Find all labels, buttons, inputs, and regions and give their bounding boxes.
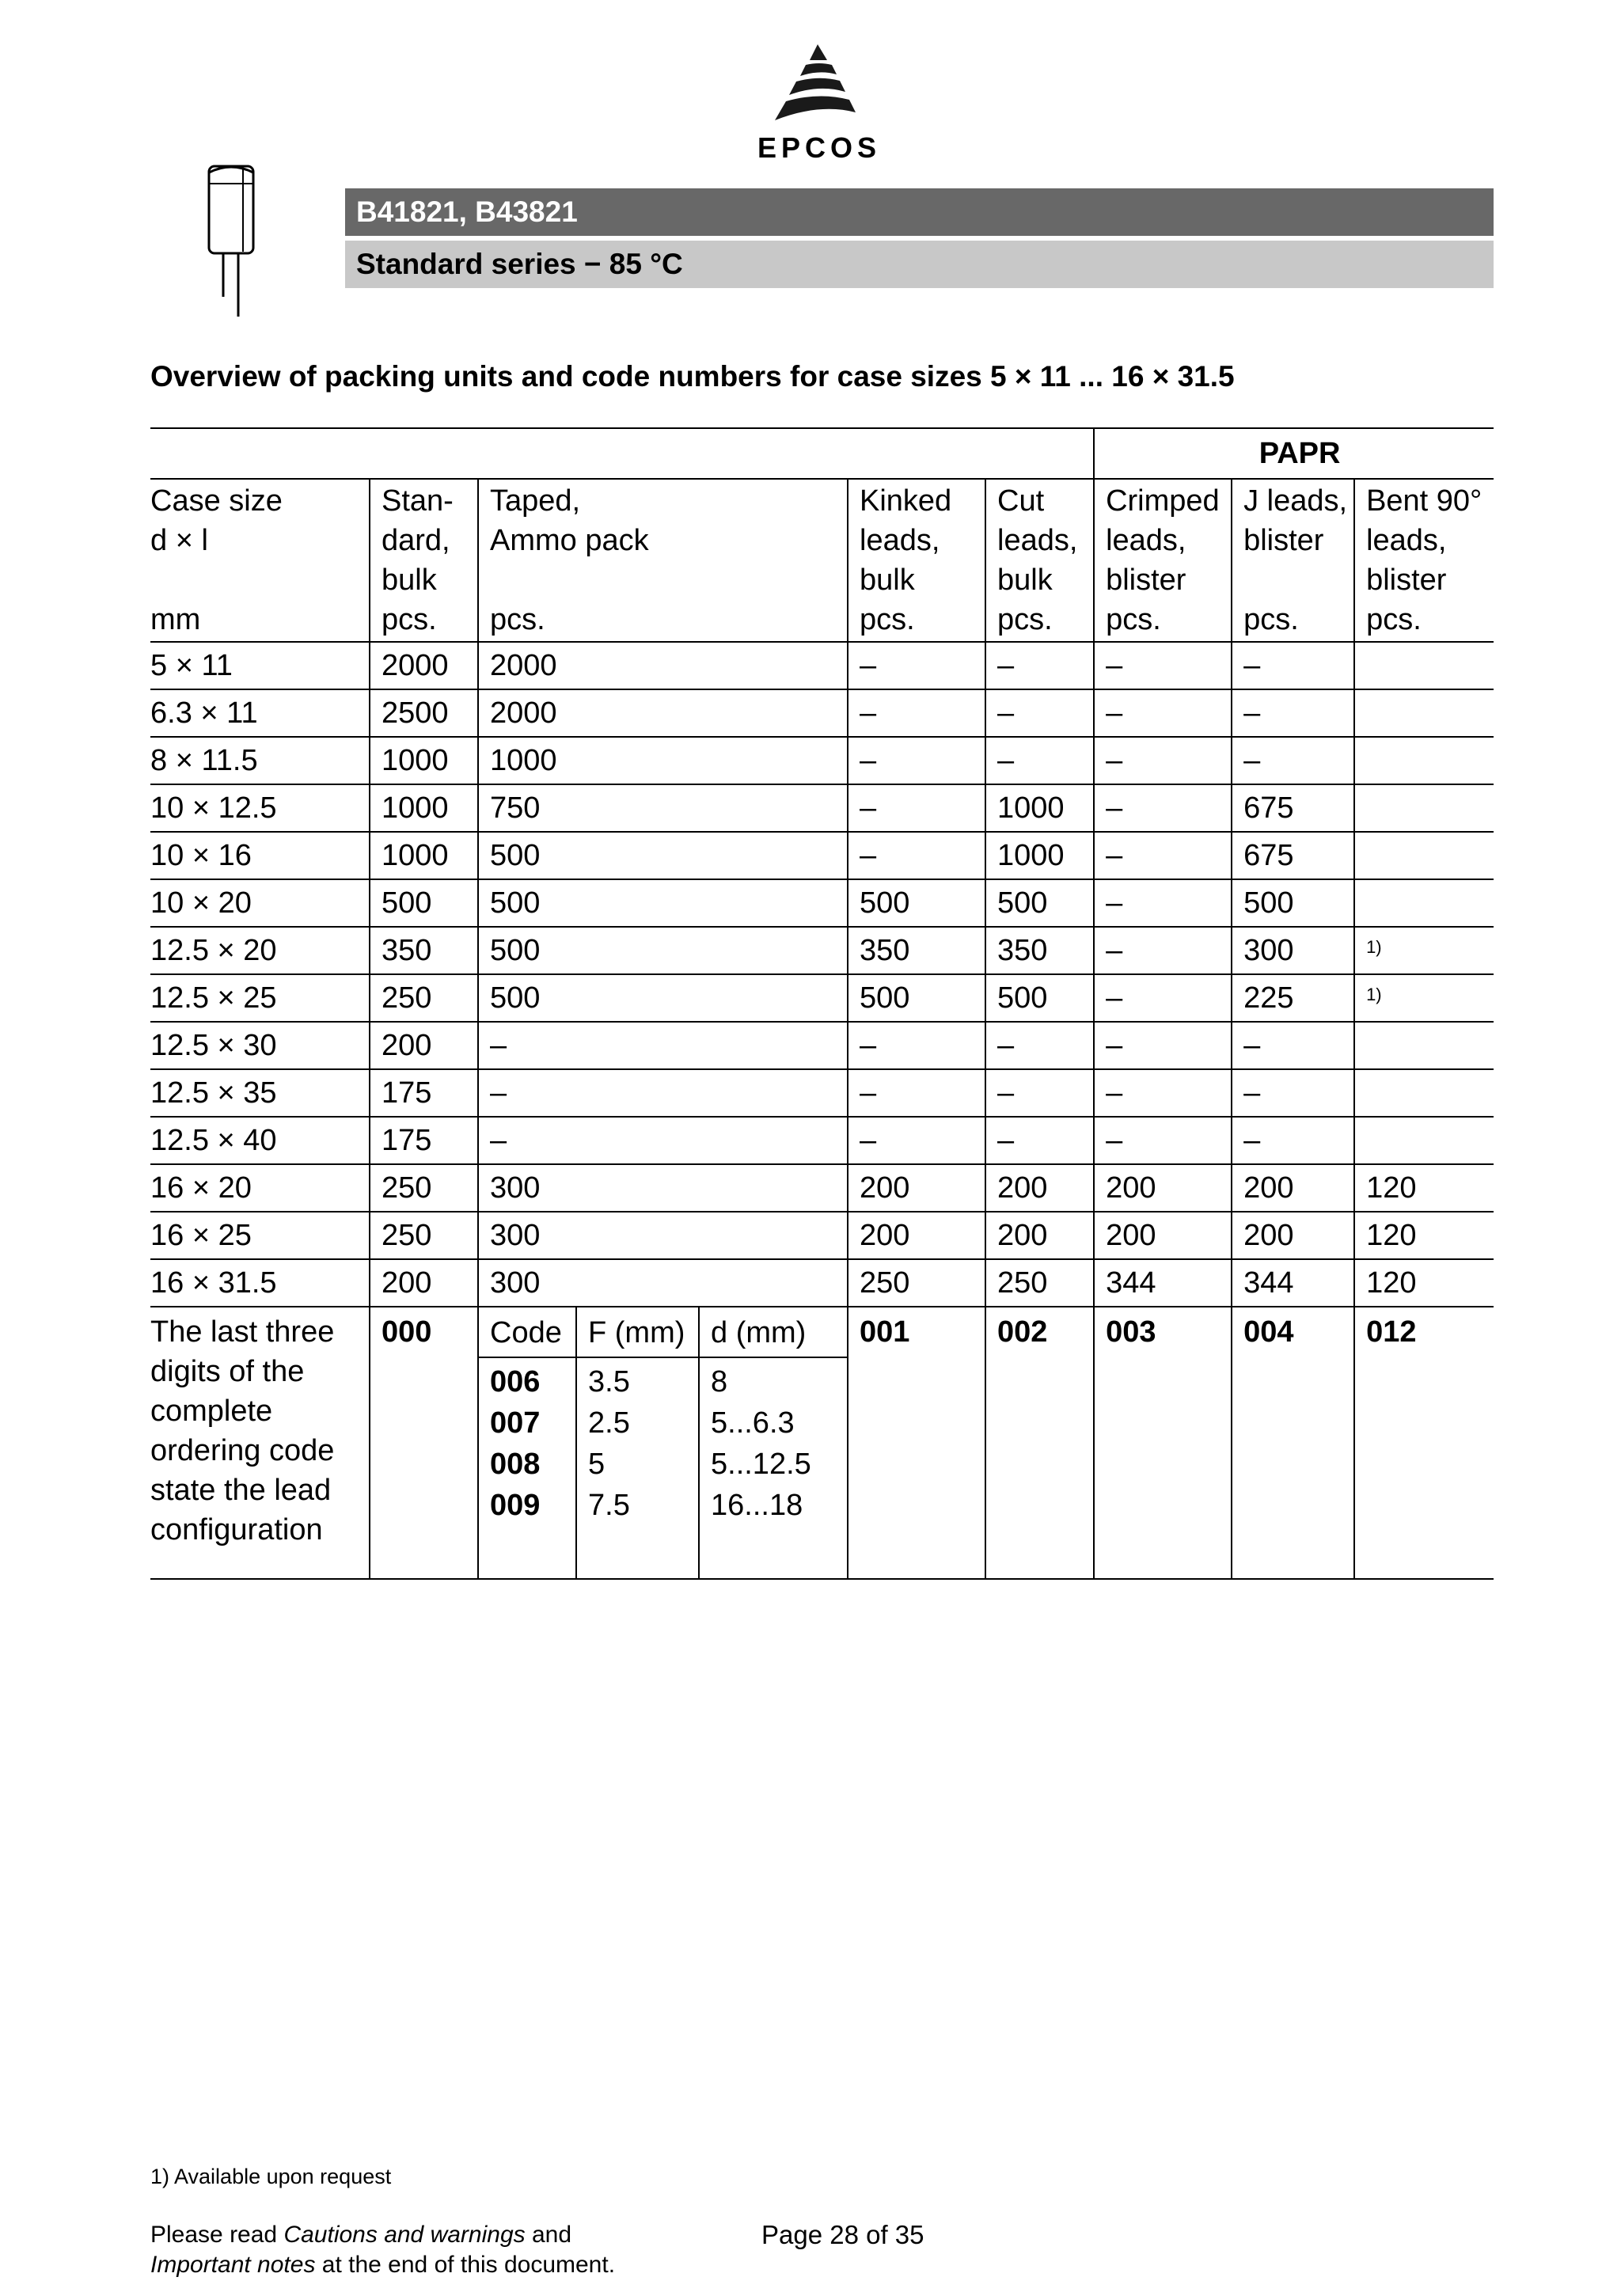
column-header-7 <box>1354 479 1494 642</box>
code-crimped: 003 <box>1094 1307 1232 1579</box>
table-cell: 12.5 × 25 <box>150 974 370 1022</box>
column-label: Taped, Ammo pack <box>490 484 649 557</box>
table-cell: 1000 <box>370 832 478 879</box>
table-cell: – <box>848 1022 985 1069</box>
table-cell <box>1354 784 1494 832</box>
taped-d-header: d (mm) <box>699 1307 848 1357</box>
table-cell: 250 <box>985 1259 1094 1307</box>
table-cell <box>1354 927 1494 974</box>
table-row <box>150 737 1494 784</box>
table-cell: 175 <box>370 1069 478 1117</box>
table-cell <box>1354 1069 1494 1117</box>
table-cell: 350 <box>370 927 478 974</box>
table-cell: – <box>848 689 985 737</box>
table-cell: 12.5 × 30 <box>150 1022 370 1069</box>
table-cell: 2500 <box>370 689 478 737</box>
taped-code-list <box>479 1357 576 1578</box>
table-cell: 16 × 31.5 <box>150 1259 370 1307</box>
table-cell: 5 × 11 <box>150 642 370 689</box>
table-cell: – <box>848 784 985 832</box>
table-cell: 175 <box>370 1117 478 1164</box>
table-cell: 120 <box>1354 1164 1494 1212</box>
table-cell: 12.5 × 40 <box>150 1117 370 1164</box>
table-cell: 300 <box>478 1212 848 1259</box>
table-cell: 500 <box>370 879 478 927</box>
table-cell: 200 <box>985 1212 1094 1259</box>
taped-code-item: 008 <box>490 1448 541 1481</box>
table-cell: 300 <box>478 1259 848 1307</box>
table-cell: 16 × 25 <box>150 1212 370 1259</box>
table-cell: 250 <box>848 1259 985 1307</box>
table-row <box>150 784 1494 832</box>
taped-code-header: Code <box>479 1307 576 1357</box>
taped-code-item: 8 <box>711 1365 728 1398</box>
table-cell: – <box>1094 737 1232 784</box>
column-label: Kinked leads, bulk <box>860 484 952 597</box>
footnote-marker: 1) <box>1366 985 1382 1004</box>
column-unit: mm <box>150 603 201 636</box>
taped-code-item: 5 <box>588 1448 606 1481</box>
column-label: Crimped leads, blister <box>1106 484 1220 597</box>
important-notes-link: Important notes <box>150 2252 316 2278</box>
table-cell: 500 <box>478 879 848 927</box>
column-header-row <box>150 479 1494 642</box>
series-band: Standard series − 85 °C <box>345 241 1494 288</box>
footnote-marker: 1) <box>1366 937 1382 957</box>
table-cell <box>1354 879 1494 927</box>
table-cell: – <box>1232 689 1354 737</box>
table-cell: – <box>1232 642 1354 689</box>
taped-code-item: 16...18 <box>711 1489 803 1522</box>
part-number-band: B41821, B43821 <box>345 188 1494 236</box>
table-cell: – <box>1094 879 1232 927</box>
column-unit: pcs. <box>1243 603 1299 636</box>
table-cell: 344 <box>1094 1259 1232 1307</box>
taped-code-item: 007 <box>490 1406 541 1440</box>
table-cell: – <box>1232 737 1354 784</box>
taped-f-list <box>576 1357 699 1578</box>
cautions-link: Cautions and warnings <box>283 2222 526 2248</box>
column-label: J leads, blister <box>1243 484 1348 557</box>
column-unit: pcs. <box>997 603 1053 636</box>
table-cell: 500 <box>1232 879 1354 927</box>
table-cell: – <box>848 737 985 784</box>
code-taped-cell <box>478 1307 848 1579</box>
table-cell <box>1354 974 1494 1022</box>
table-cell: – <box>1094 689 1232 737</box>
column-unit: pcs. <box>382 603 437 636</box>
papr-header: PAPR <box>1094 428 1494 479</box>
logo-text: EPCOS <box>757 131 882 164</box>
table-cell: 10 × 12.5 <box>150 784 370 832</box>
table-cell: 225 <box>1232 974 1354 1022</box>
table-cell: 500 <box>985 974 1094 1022</box>
table-cell: 1000 <box>985 784 1094 832</box>
table-cell: 250 <box>370 974 478 1022</box>
table-cell: 750 <box>478 784 848 832</box>
column-header-6 <box>1232 479 1354 642</box>
table-cell: – <box>1094 1069 1232 1117</box>
code-cut: 002 <box>985 1307 1094 1579</box>
footer-notice: Please read Cautions and warnings and Important notes at the end of this document. <box>150 2222 616 2278</box>
table-cell: 350 <box>848 927 985 974</box>
epcos-logo-icon <box>770 38 868 127</box>
table-cell: 344 <box>1232 1259 1354 1307</box>
taped-code-table <box>479 1307 848 1578</box>
taped-d-list <box>699 1357 848 1578</box>
table-cell: – <box>1232 1022 1354 1069</box>
table-cell: 16 × 20 <box>150 1164 370 1212</box>
table-cell: – <box>478 1022 848 1069</box>
table-cell: 500 <box>478 974 848 1022</box>
table-cell: – <box>478 1117 848 1164</box>
taped-code-item: 006 <box>490 1365 541 1398</box>
column-label: Cut leads, bulk <box>997 484 1078 597</box>
table-row <box>150 642 1494 689</box>
table-cell: 1000 <box>370 737 478 784</box>
table-cell <box>1354 689 1494 737</box>
table-cell <box>1354 1022 1494 1069</box>
column-header-0 <box>150 479 370 642</box>
table-cell: 1000 <box>478 737 848 784</box>
table-cell: – <box>985 1022 1094 1069</box>
page-number: Page 28 of 35 <box>761 2220 924 2249</box>
page-title: Overview of packing units and code numbers for case sizes 5 × 11 ... 16 × 31.5 <box>150 360 1235 393</box>
column-header-1 <box>370 479 478 642</box>
code-standard: 000 <box>370 1307 478 1579</box>
taped-code-item: 7.5 <box>588 1489 630 1522</box>
column-header-2 <box>478 479 848 642</box>
code-bent: 012 <box>1354 1307 1494 1579</box>
table-cell: 250 <box>370 1164 478 1212</box>
table-cell: 200 <box>1232 1212 1354 1259</box>
column-label: Bent 90° leads, blister <box>1366 484 1482 597</box>
table-cell: – <box>985 642 1094 689</box>
table-cell: 500 <box>478 927 848 974</box>
table-cell: – <box>848 1117 985 1164</box>
table-cell: – <box>985 1069 1094 1117</box>
table-cell: 500 <box>985 879 1094 927</box>
table-cell: 12.5 × 35 <box>150 1069 370 1117</box>
code-description: The last three digits of the complete ordering code state the lead configuration <box>150 1307 370 1579</box>
table-cell: 500 <box>848 974 985 1022</box>
taped-code-item: 5...12.5 <box>711 1448 811 1481</box>
column-unit: pcs. <box>1106 603 1161 636</box>
table-cell: 1000 <box>370 784 478 832</box>
table-cell: 200 <box>1094 1212 1232 1259</box>
code-kinked: 001 <box>848 1307 985 1579</box>
table-cell: – <box>1094 642 1232 689</box>
code-row <box>150 1307 1494 1579</box>
table-cell: 2000 <box>478 689 848 737</box>
column-unit: pcs. <box>860 603 915 636</box>
taped-f-header: F (mm) <box>576 1307 699 1357</box>
column-unit: pcs. <box>1366 603 1422 636</box>
code-j-leads: 004 <box>1232 1307 1354 1579</box>
table-cell: 250 <box>370 1212 478 1259</box>
table-row <box>150 689 1494 737</box>
table-cell: – <box>1094 784 1232 832</box>
table-cell <box>1354 737 1494 784</box>
table-cell: 120 <box>1354 1212 1494 1259</box>
table-cell: 6.3 × 11 <box>150 689 370 737</box>
table-cell: – <box>848 1069 985 1117</box>
epcos-logo <box>748 38 890 165</box>
table-row <box>150 1164 1494 1212</box>
table-row <box>150 832 1494 879</box>
table-row <box>150 1117 1494 1164</box>
table-cell: 500 <box>848 879 985 927</box>
table-cell: – <box>478 1069 848 1117</box>
table-cell: – <box>848 642 985 689</box>
column-header-5 <box>1094 479 1232 642</box>
column-label: Case size d × l <box>150 484 283 557</box>
table-cell: – <box>985 1117 1094 1164</box>
packing-table <box>150 427 1494 1580</box>
table-cell: – <box>1094 974 1232 1022</box>
table-cell: 200 <box>370 1259 478 1307</box>
taped-code-item: 2.5 <box>588 1406 630 1440</box>
table-cell: 2000 <box>478 642 848 689</box>
table-cell: 10 × 16 <box>150 832 370 879</box>
table-cell: – <box>1094 1117 1232 1164</box>
table-cell: 200 <box>848 1212 985 1259</box>
table-cell: – <box>1232 1117 1354 1164</box>
table-cell <box>1354 832 1494 879</box>
taped-code-item: 3.5 <box>588 1365 630 1398</box>
table-cell: – <box>1232 1069 1354 1117</box>
table-cell: 200 <box>848 1164 985 1212</box>
table-row <box>150 1069 1494 1117</box>
table-cell <box>1354 1117 1494 1164</box>
table-cell: 10 × 20 <box>150 879 370 927</box>
table-cell: 300 <box>1232 927 1354 974</box>
table-cell: 1000 <box>985 832 1094 879</box>
table-cell: 675 <box>1232 784 1354 832</box>
table-cell: – <box>1094 927 1232 974</box>
table-cell: 675 <box>1232 832 1354 879</box>
table-cell: 200 <box>985 1164 1094 1212</box>
table-cell: – <box>985 737 1094 784</box>
table-cell: 300 <box>478 1164 848 1212</box>
table-cell: 120 <box>1354 1259 1494 1307</box>
table-cell: – <box>1094 1022 1232 1069</box>
capacitor-icon <box>202 158 265 321</box>
column-label: Stan- dard, bulk <box>382 484 454 597</box>
table-cell: 12.5 × 20 <box>150 927 370 974</box>
table-cell: 200 <box>370 1022 478 1069</box>
taped-code-item: 009 <box>490 1489 541 1522</box>
table-cell: 200 <box>1232 1164 1354 1212</box>
column-header-4 <box>985 479 1094 642</box>
table-row <box>150 879 1494 927</box>
table-cell: 8 × 11.5 <box>150 737 370 784</box>
table-row <box>150 927 1494 974</box>
footnote: 1) Available upon request <box>150 2165 392 2188</box>
table-cell: 500 <box>478 832 848 879</box>
table-row <box>150 974 1494 1022</box>
table-cell <box>1354 642 1494 689</box>
column-header-3 <box>848 479 985 642</box>
column-unit: pcs. <box>490 603 545 636</box>
table-cell: 2000 <box>370 642 478 689</box>
table-cell: – <box>985 689 1094 737</box>
table-cell: 200 <box>1094 1164 1232 1212</box>
table-row <box>150 1022 1494 1069</box>
table-cell: – <box>1094 832 1232 879</box>
table-row <box>150 1212 1494 1259</box>
taped-code-item: 5...6.3 <box>711 1406 795 1440</box>
table-cell: 350 <box>985 927 1094 974</box>
table-cell: – <box>848 832 985 879</box>
table-row <box>150 1259 1494 1307</box>
